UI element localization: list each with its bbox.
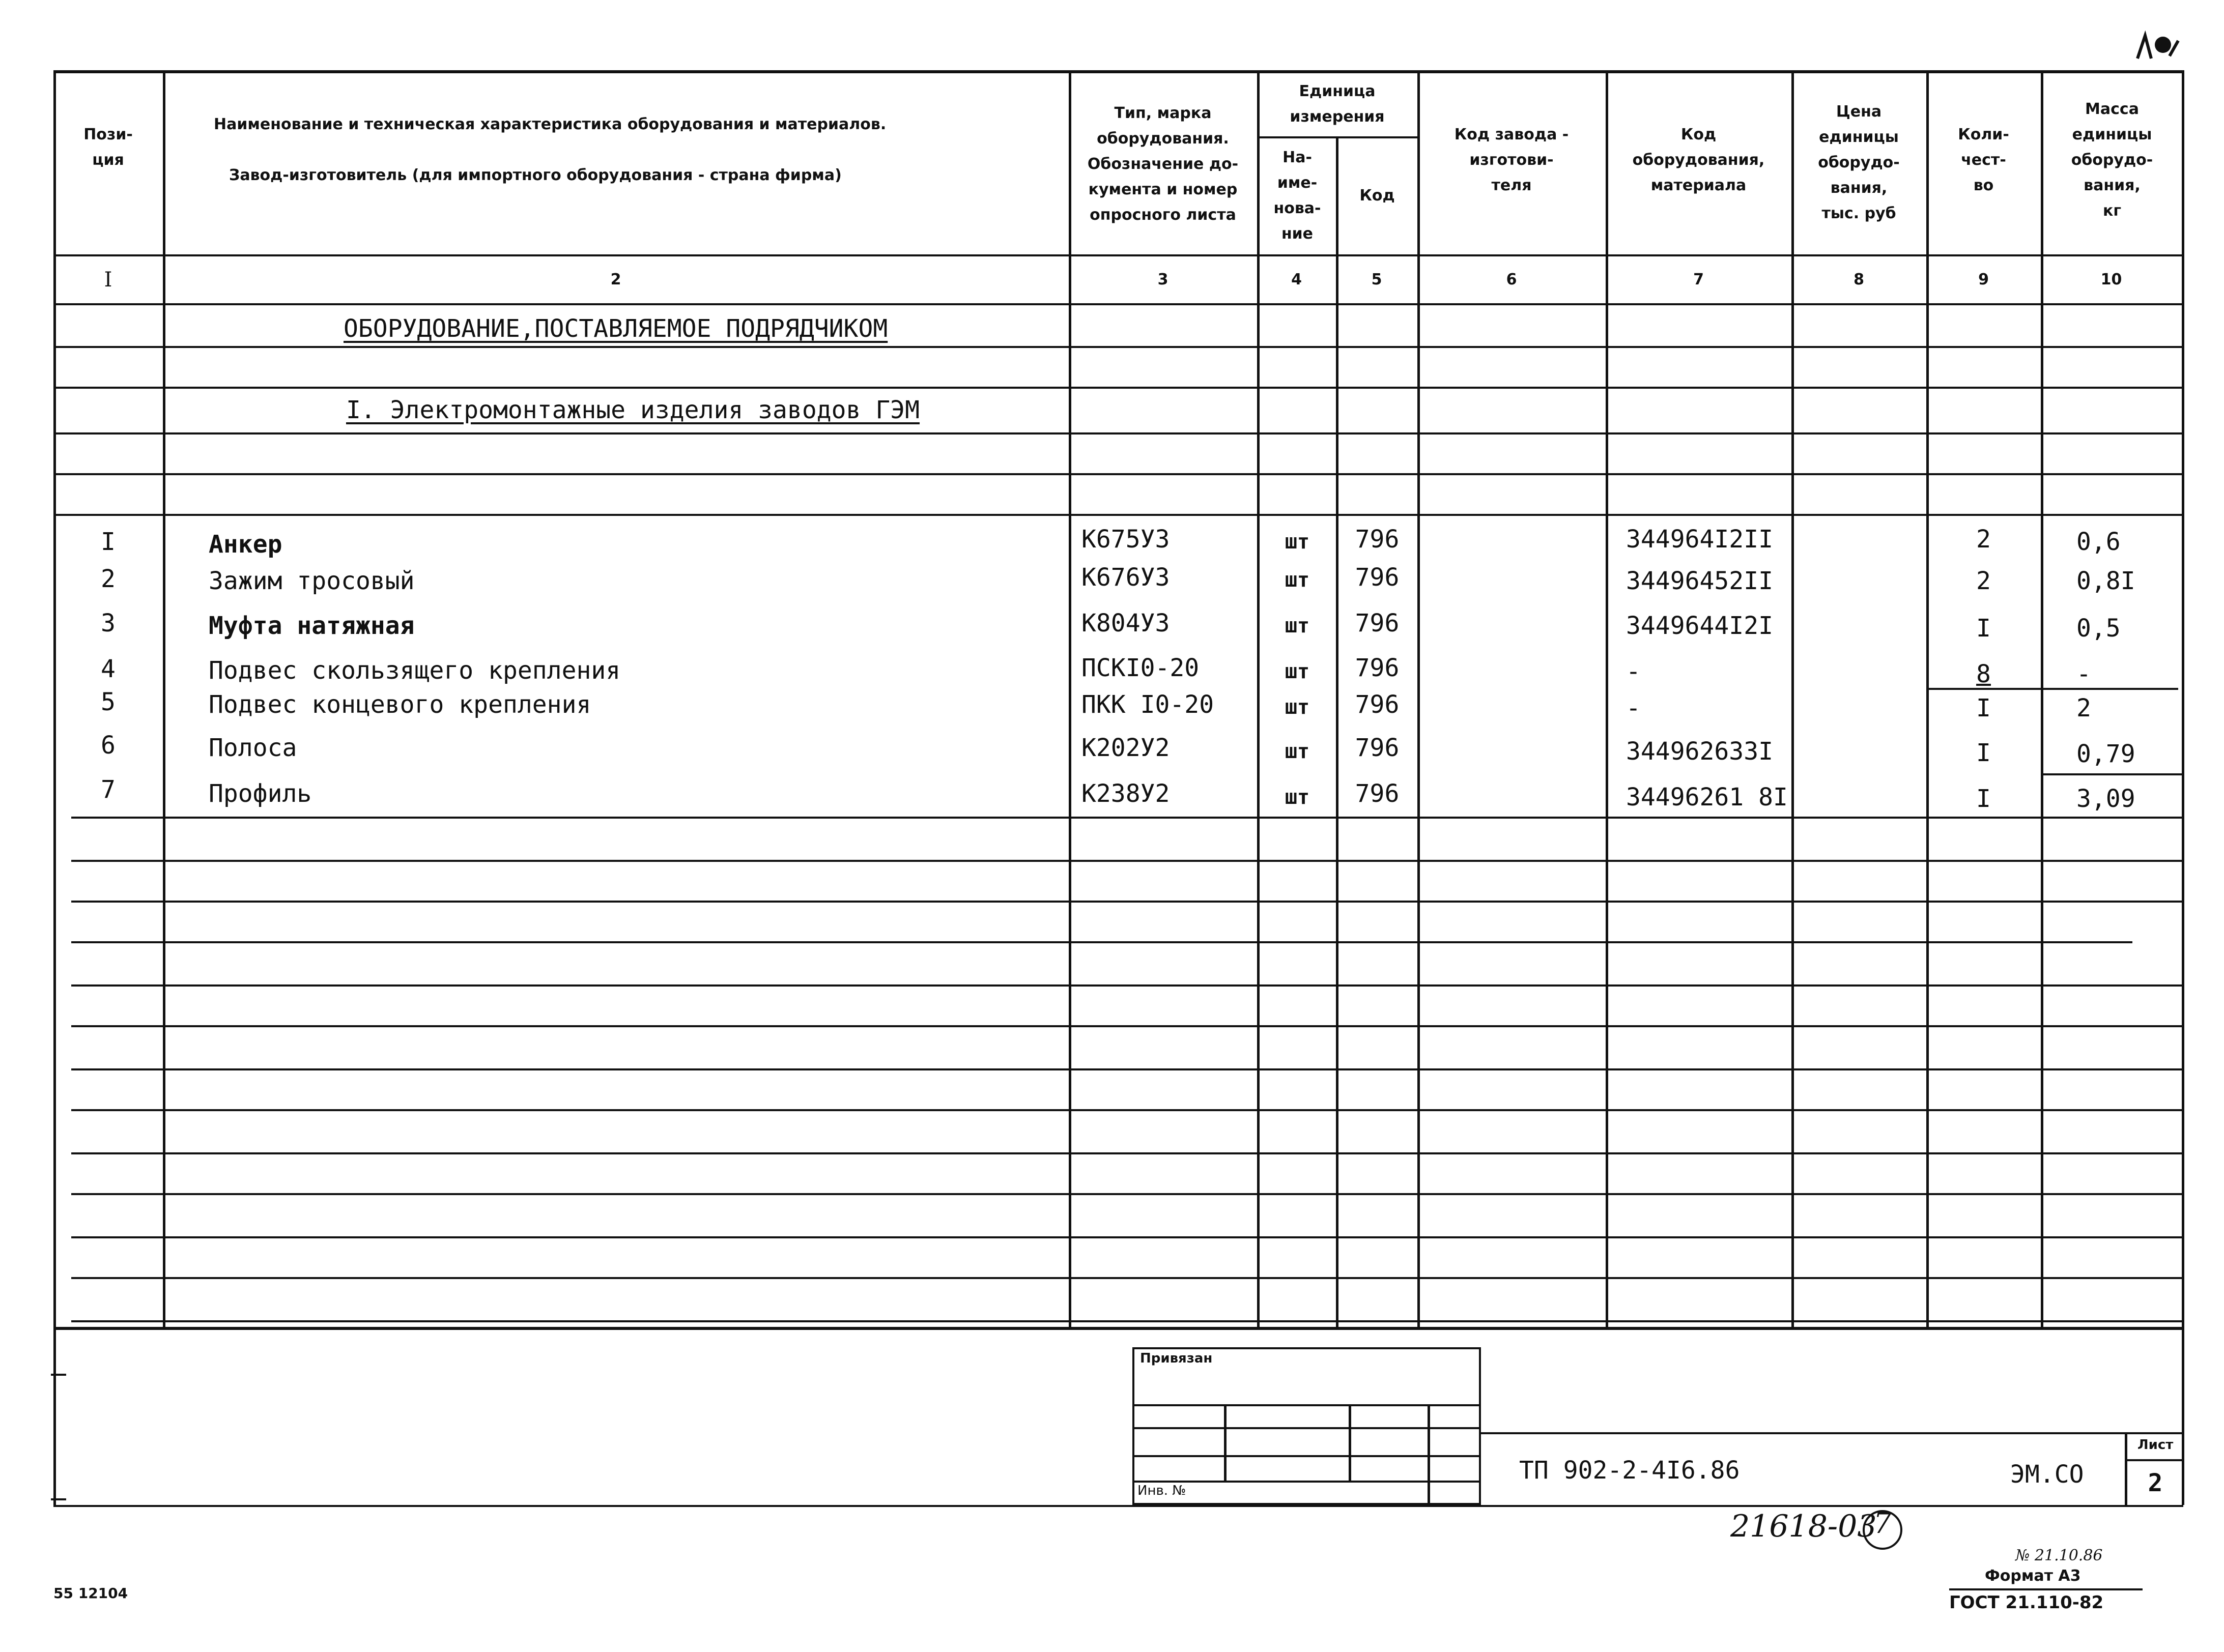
row-6-unit: шт — [1285, 740, 1310, 763]
header-type: Тип, марка оборудования. Обозначение до- кумента и номер опросного листа — [1087, 104, 1239, 224]
row-line — [71, 817, 2183, 819]
row-5-name: Подвес концевого крепления — [209, 690, 591, 719]
row-5-qty: I — [1976, 694, 1991, 722]
row-5-unit: шт — [1285, 695, 1310, 719]
row-2-unit: шт — [1285, 568, 1310, 592]
row-3-unit-code: 796 — [1355, 609, 1400, 637]
colnum-10: 10 — [2100, 271, 2122, 288]
row-1-unit-code: 796 — [1355, 525, 1400, 554]
privyazan-vline — [1428, 1404, 1430, 1505]
row-1-unit: шт — [1285, 530, 1310, 554]
row-4-unit: шт — [1285, 660, 1310, 683]
row-line — [71, 901, 2183, 903]
row-4-name: Подвес скользящего крепления — [209, 656, 621, 685]
row-2-mass: 0,8I — [2076, 567, 2135, 595]
row-4-unit-code: 796 — [1355, 654, 1400, 682]
row-3-mass: 0,5 — [2076, 614, 2121, 643]
header-bottom-line — [53, 254, 2184, 256]
header-maker-code: Код завода - изготови- теля — [1454, 126, 1569, 194]
row-5-type: ПКК I0-20 — [1081, 690, 1214, 719]
row-line — [71, 860, 2183, 862]
header-equipment-code: Код оборудования, материала — [1632, 126, 1765, 194]
row-2-name: Зажим тросовый — [209, 567, 415, 595]
row-2-qty: 2 — [1976, 567, 1991, 595]
gost-line — [1949, 1588, 2143, 1590]
row-7-qty: I — [1976, 785, 1991, 813]
row-5-code: - — [1626, 694, 1641, 722]
colnum-6: 6 — [1506, 271, 1517, 288]
col-line-4 — [1336, 136, 1338, 1327]
row-3-qty: I — [1976, 614, 1991, 643]
row-7-mass: 3,09 — [2076, 785, 2135, 813]
margin-tick — [51, 1374, 66, 1376]
row-2-code: 34496452II — [1626, 567, 1773, 595]
colnum-8: 8 — [1854, 271, 1864, 288]
row-1-pos: I — [101, 528, 116, 556]
row-1-type: К675У3 — [1081, 525, 1170, 554]
row-line — [53, 346, 2184, 348]
colnum-7: 7 — [1693, 271, 1704, 288]
header-unit-code: Код — [1359, 187, 1395, 205]
row-3-name: Муфта натяжная — [209, 612, 415, 640]
row-7-pos: 7 — [101, 775, 116, 804]
row-line — [71, 1068, 2183, 1070]
row-1-mass: 0,6 — [2076, 528, 2121, 556]
row-5-pos: 5 — [101, 688, 116, 716]
row-line — [71, 1320, 2183, 1322]
row-4-mass: - — [2076, 660, 2091, 688]
colnum-1: I — [104, 268, 112, 292]
colnum-2: 2 — [610, 271, 621, 288]
row-line — [71, 941, 2132, 943]
stamp-top-line — [1481, 1432, 2183, 1434]
row-line — [71, 1109, 2183, 1111]
row-line — [53, 387, 2184, 389]
row-3-unit: шт — [1285, 614, 1310, 637]
row-6-name: Полоса — [209, 734, 297, 762]
inv-no-label: Инв. № — [1137, 1483, 1186, 1498]
header-mass: Масса единицы оборудо- вания, кг — [2071, 100, 2153, 220]
row-line — [71, 1277, 2183, 1279]
colnum-3: 3 — [1157, 271, 1168, 288]
row-7-name: Профиль — [209, 779, 312, 808]
privyazan-vline — [1349, 1404, 1351, 1481]
row-line — [71, 1236, 2183, 1238]
row-line — [53, 473, 2184, 475]
handwritten-number: 21618-03 — [1730, 1509, 1877, 1544]
privyazan-label: Привязан — [1140, 1351, 1213, 1366]
colnum-5: 5 — [1371, 271, 1382, 288]
row-6-type: К202У2 — [1081, 734, 1170, 762]
colnum-9: 9 — [1978, 271, 1989, 288]
row-1-code: 344964I2II — [1626, 525, 1773, 554]
section-title: ОБОРУДОВАНИЕ,ПОСТАВЛЯЕМОЕ ПОДРЯДЧИКОМ — [344, 314, 888, 343]
row-line — [71, 1152, 2183, 1154]
sheet-number: 2 — [2148, 1469, 2163, 1497]
row-6-unit-code: 796 — [1355, 734, 1400, 762]
privyazan-vline — [1224, 1404, 1227, 1481]
row-line — [71, 1193, 2183, 1195]
row-line — [71, 984, 2183, 987]
sheet-box-line — [2125, 1459, 2183, 1461]
row-3-pos: 3 — [101, 609, 116, 637]
gost-label: ГОСТ 21.110-82 — [1949, 1592, 2104, 1613]
row-2-pos: 2 — [101, 565, 116, 593]
row-6-mass: 0,79 — [2076, 740, 2135, 768]
row-2-type: К676У3 — [1081, 563, 1170, 592]
row-6-qty: I — [1976, 739, 1991, 767]
row-5-unit-code: 796 — [1355, 690, 1400, 719]
header-position: Пози- ция — [83, 126, 133, 169]
left-code: 55 12104 — [53, 1585, 128, 1602]
row-line — [1929, 688, 2178, 690]
row-7-unit-code: 796 — [1355, 779, 1400, 808]
colnum-4: 4 — [1291, 271, 1302, 288]
sheet-label: Лист — [2137, 1437, 2174, 1453]
row-6-pos: 6 — [101, 731, 116, 760]
row-7-unit: шт — [1285, 786, 1310, 809]
row-1-qty: 2 — [1976, 525, 1991, 554]
header-quantity: Коли- чест- во — [1958, 126, 2009, 194]
table-bottom-line — [53, 1327, 2184, 1330]
row-line — [2041, 773, 2182, 775]
row-6-code: 344962633I — [1626, 737, 1773, 766]
colnum-bottom-line — [53, 303, 2184, 305]
row-1-name: Анкер — [209, 530, 282, 559]
corner-mark — [2135, 31, 2181, 61]
handwritten-note: № 21.10.86 — [2015, 1547, 2103, 1564]
row-line — [53, 432, 2184, 434]
sheet-code: ЭМ.СО — [2010, 1460, 2084, 1489]
header-name-line1: Наименование и техническая характеристика оборудования и материалов. — [214, 115, 887, 133]
row-3-type: К804У3 — [1081, 609, 1170, 637]
header-unit-name: На- име- нова- ние — [1273, 149, 1321, 243]
row-2-unit-code: 796 — [1355, 563, 1400, 592]
margin-tick — [51, 1498, 66, 1500]
row-7-code: 34496261 8I — [1626, 783, 1788, 811]
row-3-code: 3449644I2I — [1626, 612, 1773, 640]
row-7-type: К238У2 — [1081, 779, 1170, 808]
header-name-line2: Завод-изготовитель (для импортного оборудования - страна фирма) — [229, 166, 842, 184]
row-line — [53, 514, 2184, 516]
section-subtitle: I. Электромонтажные изделия заводов ГЭМ — [346, 396, 920, 424]
header-price: Цена единицы оборудо- вания, тыс. руб — [1818, 103, 1900, 222]
row-4-pos: 4 — [101, 655, 116, 683]
col-line-10 — [2182, 70, 2184, 1327]
header-unit-group: Единица измерения — [1290, 82, 1385, 126]
table-top-border — [53, 70, 2184, 73]
circled-number: 7 — [1873, 1507, 1892, 1540]
format-label: Формат А3 — [1985, 1567, 2081, 1585]
row-4-code: - — [1626, 657, 1641, 686]
row-4-qty: 8 — [1976, 660, 1991, 688]
doc-code: ТП 902-2-4I6.86 — [1519, 1456, 1740, 1485]
row-5-mass: 2 — [2076, 694, 2091, 722]
row-line — [71, 1025, 2183, 1027]
row-4-type: ПСКI0-20 — [1081, 654, 1200, 682]
